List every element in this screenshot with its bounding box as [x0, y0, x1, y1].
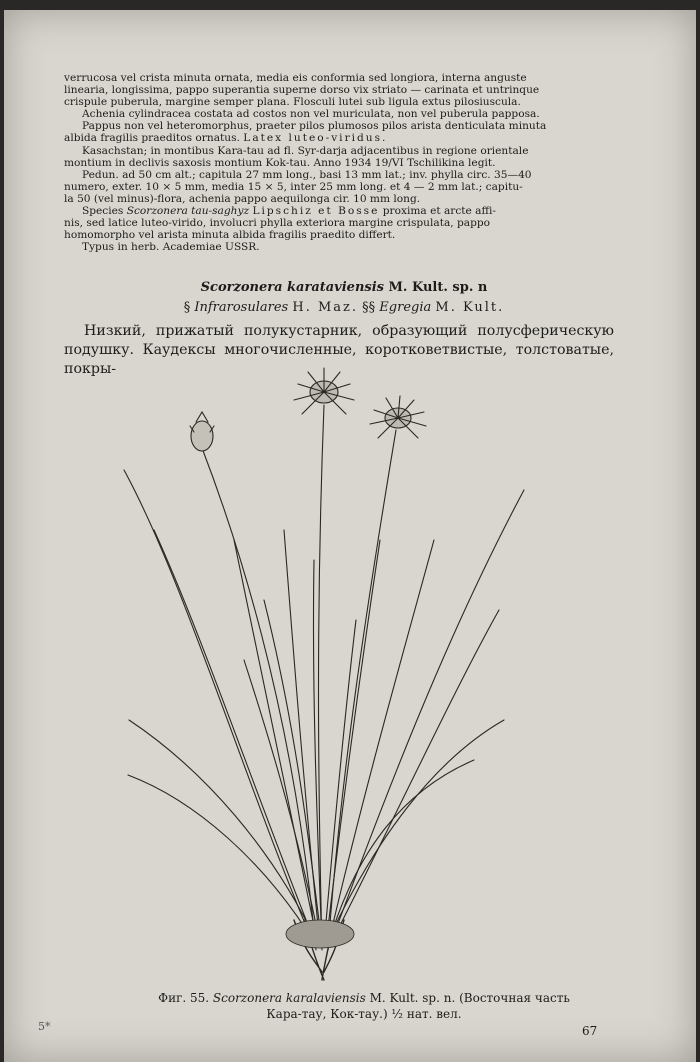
leaves — [124, 470, 524, 945]
text-line: homomorpho vel arista minuta albida fragilis praedito differt. — [64, 229, 396, 242]
caption-text: M. Kult. sp. n. (Восточная часть — [369, 991, 570, 1005]
flower-head — [370, 396, 426, 438]
caudex-cushion — [286, 920, 354, 948]
text-line — [64, 205, 604, 217]
flower-stalk — [202, 448, 316, 950]
author-citation: M. Kult. sp. n — [388, 280, 488, 295]
subsection-author: M. Kult. — [435, 300, 505, 315]
species-name: Scorzonera karataviensis — [200, 280, 384, 295]
text-line: Achenia cylindracea costata ad costos non vel muriculata, non vel puberula papposa. — [82, 108, 540, 121]
subsection-mark: §§ — [362, 300, 376, 315]
text-line: linearia, longissima, pappo superantia superne dorso vix striato — carinata et untrinque — [64, 84, 540, 97]
text-line: montium in declivis saxosis montium Kok-tau. Anno 1934 19/VI Tschilikina legit. — [64, 156, 496, 169]
author-name: Lipschiz et Bosse — [252, 205, 380, 218]
species-name: Scorzonera karalaviensis — [212, 991, 366, 1005]
text-line: Pappus non vel heteromorphus, praeter pilos plumosos pilos arista denticulata minuta — [82, 120, 547, 133]
book-page — [4, 10, 696, 1062]
section-mark: § — [183, 300, 191, 315]
text-line: la 50 (vel minus)-flora, achenia pappo aequilonga cir. 10 mm long. — [64, 192, 421, 205]
section-classification — [64, 300, 624, 315]
latex-color-note: Latex luteo-viridus. — [243, 132, 388, 145]
text-line — [64, 132, 604, 144]
section-author: H. Maz. — [292, 300, 359, 315]
text-fragment: albida fragilis praeditos ornatus. — [64, 132, 240, 145]
text-line: Kasachstan; in montibus Kara-tau ad fl. Syr-darja adjacentibus in regione orientale — [82, 144, 529, 157]
text-line: nis, sed latice luteo-virido, involucri phylla exteriora margine crispulata, pappo — [64, 217, 491, 230]
caption-line — [64, 990, 664, 1006]
printer-signature: 5* — [38, 1020, 51, 1033]
caption-line: Кара-тау, Кок-тау.) ½ нат. вел. — [266, 1007, 462, 1021]
text-line: Typus in herb. Academiae USSR. — [82, 241, 260, 254]
flower-stalk — [328, 430, 396, 950]
text-line: Pedun. ad 50 cm alt.; capitula 27 mm long., basi 13 mm lat.; inv. phylla circ. 35—40 — [82, 168, 532, 181]
section-name: Infrarosulares — [194, 300, 289, 315]
text-line: verrucosa vel crista minuta ornata, media eis conformia sed longiora, interna anguste — [64, 72, 527, 84]
text-fragment: Species — [82, 205, 124, 218]
text-line: numero, exter. 10 × 5 mm, media 15 × 5, inter 25 mm long. et 4 — 2 mm lat.; capitu- — [64, 180, 523, 193]
species-heading — [64, 280, 624, 295]
subsection-name: Egregia — [379, 300, 432, 315]
russian-paragraph: Низкий, прижатый полукустарник, образующий полусферическую подушку. Каудексы многочисленные, коротковетвистые, толстоватые, покры- — [64, 323, 614, 377]
latin-diagnosis — [64, 72, 604, 253]
page-number: 67 — [582, 1024, 598, 1038]
species-name: Scorzonera tau-saghyz — [126, 205, 250, 218]
text-fragment: proxima et arcte affi- — [382, 205, 496, 218]
figure-caption — [64, 990, 664, 1022]
text-line: crispule puberula, margine semper plana. Flosculi lutei sub ligula extus pilosiuscula. — [64, 96, 521, 109]
flower-head — [190, 412, 214, 451]
plant-illustration — [104, 360, 544, 990]
figure-label: Фиг. 55. — [158, 991, 210, 1005]
